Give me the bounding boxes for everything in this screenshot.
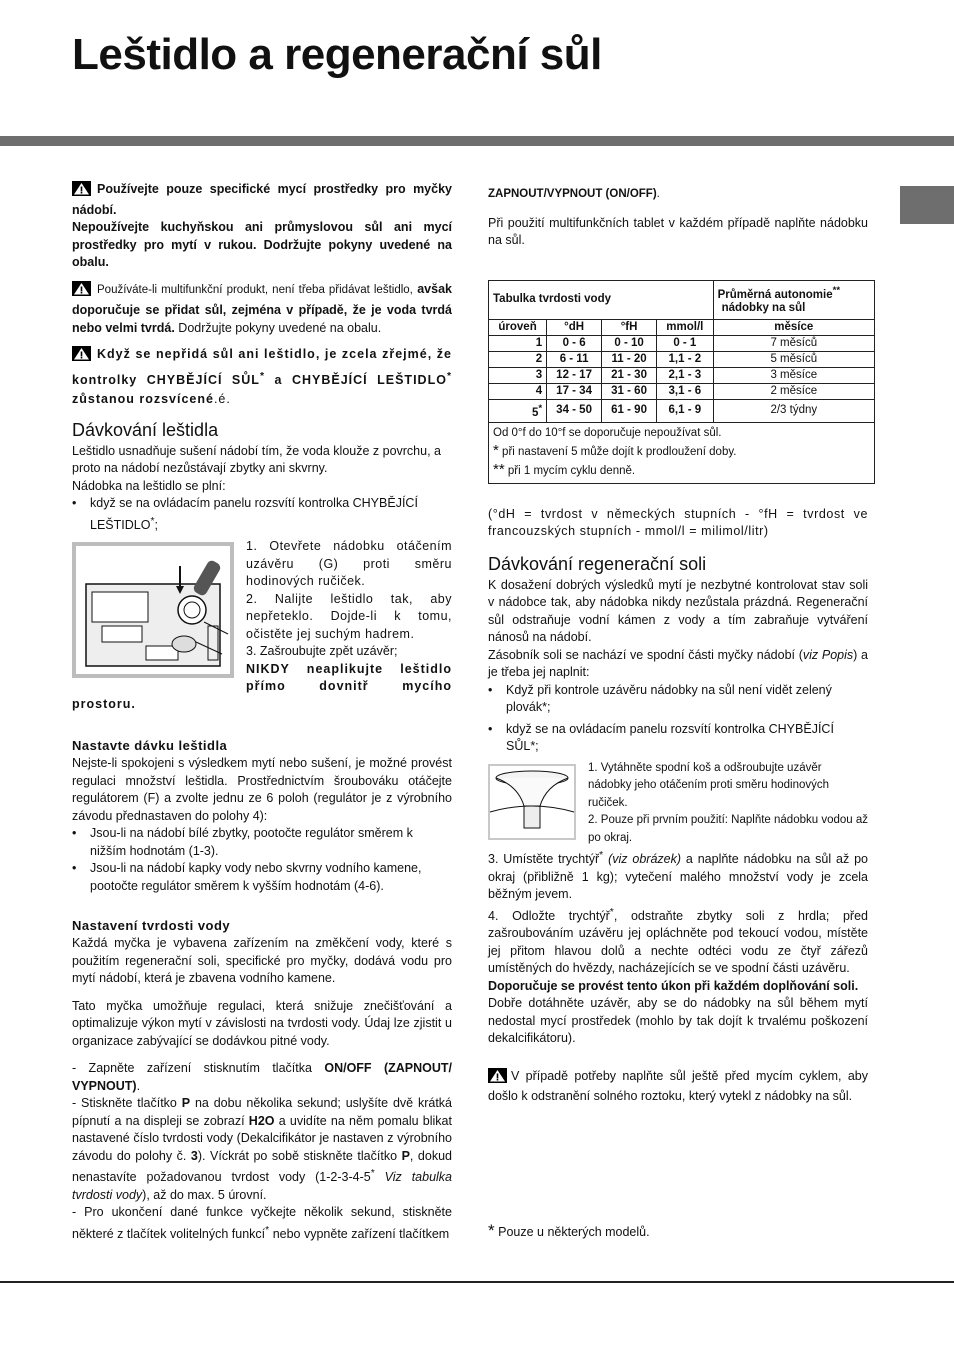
section-tab [900,186,954,224]
paragraph: K dosažení dobrých výsledků mytí je nezbytné kontrolovat stav soli v nádobce tak, aby nádobka nikdy nezůstala prázdná. Regenerační sůl odstraňuje vodní kámen z vody a tím zabraňuje vytváření nánosů na nádobí. [488,577,868,644]
right-column [488,186,868,1240]
paragraph: (°dH = tvrdost v německých stupních - °fH = tvrdost ve francouzských stupních - mmol/l = milimol/litr) [488,506,868,538]
paragraph: Nejste-li spokojeni s výsledkem mytí nebo sušení, je možné provést regulaci množství leštidla. Prostřednictvím šroubováku otáčejte regulátorem (F) a zvolte jednu ze 6 poloh (regulátor je z výrobního závodu přednastaven do polohy 4): [72,756,452,823]
salt-funnel-illustration [488,764,576,840]
table-header-row: úroveň °dH °fH mmol/l měsíce [489,319,875,335]
step-paragraph: - Stiskněte tlačítko P na dobu několika sekund; uslyšíte dvě krátká pípnutí a na displeji se zobrazí H2O a uvidíte na něm pomalu blikat nastavené číslo tvrdosti vody (Dekalcifikátor je nastaven z výrobního závodu do polohy č. 3). Víckrát po sobě stiskněte tlačítko P, dokud nenastavíte požadovanou tvrdost vody (1-2-3-4-5* Viz tabulka tvrdosti vody), až do max. 5 úrovní. [72,1096,452,1202]
warning-text: Používejte pouze specifické mycí prostředky pro myčky nádobí. [72,182,452,217]
warning-icon [488,1068,507,1089]
list-item: • Jsou-li na nádobí bílé zbytky, pootočte regulátor směrem k nižším hodnotám (1-3). [72,825,452,860]
header-rule [0,136,954,146]
page-title: Leštidlo a regenerační sůl [72,30,602,79]
table-row: 1 0 - 6 0 - 10 0 - 1 7 měsíců [489,335,875,351]
warning-text: Nepoužívejte kuchyňskou ani průmyslovou sůl ani mycí prostředky pro mytí v rukou. Dodržujte pokyny uvedené na obalu. [72,220,452,269]
step-emphasis: Doporučuje se provést tento úkon při každém doplňování soli. [488,978,859,993]
subheading-water-hardness: Nastavení tvrdosti vody [72,918,231,934]
list [72,825,452,895]
step-text: 1. Otevřete nádobku otáčením uzávěru (G) proti směru hodinových ručiček. [246,539,452,589]
list [488,682,868,756]
step-text: 4. Odložte trychtýř*, odstraňte zbytky soli z hrdla; před zašroubováním uzávěru jej opláchněte pod tekoucí vodou, místěte jej přitom hlavou dolů a nechte odtéci vodu ze čtyř zářezů umístěných do hvězdy, nacházejících se ve spodní části uzávěru. [488,906,868,976]
subheading-dose: Nastavte dávku leštidla [72,738,228,754]
footer-rule [0,1281,954,1283]
list-item: • Když při kontrole uzávěru nádobky na sůl není vidět zelený plovák*; [488,682,868,717]
table-notes: Od 0°f do 10°f se doporučuje nepoužívat sůl. * při nastavení 5 může dojít k prodloužení doby. ** při 1 mycím cyklu denně. [489,422,875,483]
paragraph: Leštidlo usnadňuje sušení nádobí tím, že voda klouže z povrchu, a proto na nádobí nezůstávají zbytky ani skvrny. [72,443,441,476]
rinse-aid-figure-block [72,538,452,713]
list-item: • Jsou-li na nádobí kapky vody nebo skvrny vodního kamene, pootočte regulátor směrem k vyšším hodnotám (4-6). [72,860,452,895]
salt-figure-block [488,760,868,848]
warning-icon [72,181,91,202]
section-heading-salt: Dávkování regenerační soli [488,553,707,574]
paragraph: Nádobka na leštidlo se plní: [72,478,226,493]
table-autonomy-header: Průměrná autonomie** nádobky na sůl [713,280,874,319]
table-title: Tabulka tvrdosti vody [489,280,714,319]
step-text: 2. Nalijte leštidlo tak, aby nepřeteklo. Dojde-li k tomu, očistěte jej suchým hadrem. [246,591,452,641]
step-warning: NIKDY neaplikujte leštidlo přímo dovnitř mycího prostoru. [72,661,452,711]
paragraph: Tato myčka umožňuje regulaci, která snižuje znečišťování a optimalizuje výkon mytí v závislosti na tvrdosti vody. Údaj lze zjistit u organizace zabývající se dodávkou pitné vody. [72,998,452,1048]
paragraph: Každá myčka je vybavena zařízením na změkčení vody, které s použitím regenerační soli, specifické pro myčky, dodává vodu pro mytí nádobí, která je zbavena vodního kamene. [72,936,452,986]
paragraph: Při použití multifunkčních tablet v každém případě naplňte nádobku na sůl. [488,215,868,247]
warning-icon [72,281,91,301]
water-hardness-table [488,280,875,484]
warning-multifunction: Používáte-li multifunkční produkt, není třeba přidávat leštidlo, avšak doporučuje se přidat sůl, zejména v případě, že je voda tvrdá nebo velmi tvrdá. Dodržujte pokyny uvedené na obalu. [72,281,452,335]
list-item: • když se na ovládacím panelu rozsvítí kontrolka CHYBĚJÍCÍ LEŠTIDLO*; [72,495,452,534]
list [72,495,452,534]
continuation-text: ZAPNOUT/VYPNOUT (ON/OFF). [488,188,660,200]
warning-icon [72,346,91,367]
step-text: Dobře dotáhněte uzávěr, aby se do nádobky na sůl během mytí nedostal mycí prostředek (mohlo by tak dojít k trvalému poškození dekalcifikátoru). [488,996,868,1046]
step-paragraph: - Zapněte zařízení stisknutím tlačítka ON/OFF (ZAPNOUT/ VYPNOUT). [72,1061,453,1093]
section-heading-rinse-aid: Dávkování leštidla [72,419,219,440]
left-column [72,181,452,1244]
step-paragraph: - Pro ukončení dané funkce vyčkejte několik sekund, stiskněte některé z tlačítek volitelných funkcí* nebo vypněte zařízení tlačítkem [72,1205,452,1242]
warning-salt: V případě potřeby naplňte sůl ještě před mycím cyklem, aby došlo k odstranění solného roztoku, který vytekl z nádobky na sůl. [488,1068,868,1104]
table-row: 2 6 - 11 11 - 20 1,1 - 2 5 měsíců [489,351,875,367]
footnote: * Pouze u některých modelů. [488,1221,650,1240]
table-row: 3 12 - 17 21 - 30 2,1 - 3 3 měsíce [489,367,875,383]
warning-detergent [72,181,452,272]
step-text: 1. Vytáhněte spodní koš a odšroubujte uzávěr nádobky jeho otáčením proti směru hodinových ručiček. [588,761,830,809]
step-text: 3. Umístěte trychtýř* (viz obrázek) a naplňte nádobku na sůl až po okraj (přibližně 1 kg); vytečení malého množství vody je zcela běžným jevem. [488,850,868,902]
step-text: 3. Zašroubujte zpět uzávěr; [246,644,398,659]
paragraph: Zásobník soli se nachází ve spodní části myčky nádobí (viz Popis) a je třeba jej naplnit: [488,647,868,679]
rinse-aid-dispenser-illustration [72,542,234,678]
step-text: 2. Pouze při prvním použití: Naplňte nádobku vodou až po okraj. [588,814,868,844]
table-row: 5* 34 - 50 61 - 90 6,1 - 9 2/3 týdny [489,399,875,422]
warning-indicators: Když se nepřidá sůl ani leštidlo, je zcela zřejmé, že kontrolky CHYBĚJÍCÍ SŮL* a CHYBĚJÍCÍ LEŠTIDLO* zůstanou rozsvícené.é. [72,346,452,406]
table-row: 4 17 - 34 31 - 60 3,1 - 6 2 měsíce [489,383,875,399]
list-item: • když se na ovládacím panelu rozsvítí kontrolka CHYBĚJÍCÍ SŮL*; [488,721,868,756]
